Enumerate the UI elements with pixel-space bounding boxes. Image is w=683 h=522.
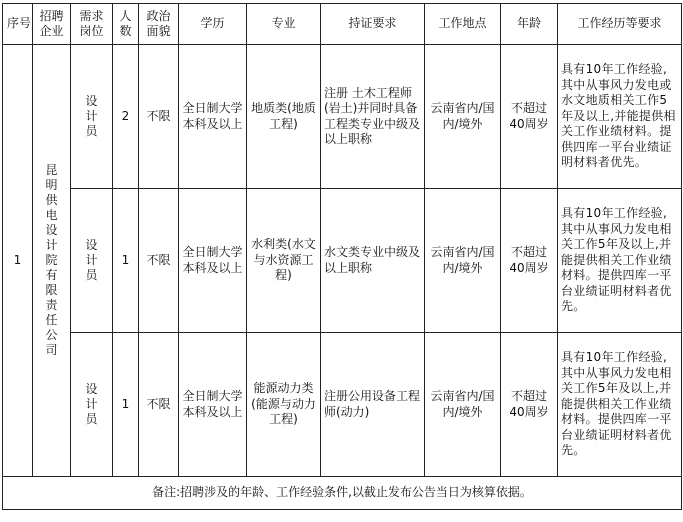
count-cell: 1 xyxy=(113,189,139,333)
position-cell: 设计员 xyxy=(71,333,113,477)
location-cell: 云南省内/国内/境外 xyxy=(425,189,501,333)
header-education: 学历 xyxy=(179,4,247,45)
header-position: 需求岗位 xyxy=(71,4,113,45)
experience-cell: 具有10年工作经验,其中从事风力发电或水文地质相关工作5年及以上,并能提供相关工作业绩材料。提供四库一平台业绩证明材料者优先。 xyxy=(558,45,682,189)
header-certificate: 持证要求 xyxy=(321,4,425,45)
education-cell: 全日制大学本科及以上 xyxy=(179,333,247,477)
location-cell: 云南省内/国内/境外 xyxy=(425,45,501,189)
table-row xyxy=(3,189,682,333)
age-cell: 不超过40周岁 xyxy=(501,189,558,333)
header-row xyxy=(3,4,682,45)
political-cell: 不限 xyxy=(139,333,179,477)
experience-cell: 具有10年工作经验,其中从事风力发电相关工作5年及以上,并能提供相关工作业绩材料。提供四库一平台业绩证明材料者优先。 xyxy=(558,189,682,333)
header-age: 年龄 xyxy=(501,4,558,45)
header-political: 政治面貌 xyxy=(139,4,179,45)
count-cell: 2 xyxy=(113,45,139,189)
political-cell: 不限 xyxy=(139,189,179,333)
note-text: 备注:招聘涉及的年龄、工作经验条件,以截止发布公告当日为核算依据。 xyxy=(3,477,682,510)
header-count: 人数 xyxy=(113,4,139,45)
header-major: 专业 xyxy=(247,4,321,45)
education-cell: 全日制大学本科及以上 xyxy=(179,189,247,333)
position-cell: 设计员 xyxy=(71,189,113,333)
education-cell: 全日制大学本科及以上 xyxy=(179,45,247,189)
certificate-cell: 注册 土木工程师(岩土)并同时具备工程类专业中级及以上职称 xyxy=(321,45,425,189)
header-company: 招聘企业 xyxy=(33,4,71,45)
major-cell: 水利类(水文与水资源工程) xyxy=(247,189,321,333)
age-cell: 不超过40周岁 xyxy=(501,333,558,477)
count-cell: 1 xyxy=(113,333,139,477)
company-cell: 昆明供电设计院有限责任公司 xyxy=(33,45,71,477)
age-cell: 不超过40周岁 xyxy=(501,45,558,189)
position-cell: 设计员 xyxy=(71,45,113,189)
header-location: 工作地点 xyxy=(425,4,501,45)
location-cell: 云南省内/国内/境外 xyxy=(425,333,501,477)
major-cell: 地质类(地质工程) xyxy=(247,45,321,189)
major-cell: 能源动力类(能源与动力工程) xyxy=(247,333,321,477)
recruitment-table xyxy=(2,3,682,510)
certificate-cell: 水文类专业中级及以上职称 xyxy=(321,189,425,333)
political-cell: 不限 xyxy=(139,45,179,189)
header-seq: 序号 xyxy=(3,4,33,45)
header-experience: 工作经历等要求 xyxy=(558,4,682,45)
experience-cell: 具有10年工作经验,其中从事风力发电相关工作5年及以上,并能提供相关工作业绩材料。提供四库一平台业绩证明材料者优先。 xyxy=(558,333,682,477)
note-row xyxy=(3,477,682,510)
table-row xyxy=(3,45,682,189)
seq-cell: 1 xyxy=(3,45,33,477)
table-row xyxy=(3,333,682,477)
certificate-cell: 注册公用设备工程师(动力) xyxy=(321,333,425,477)
